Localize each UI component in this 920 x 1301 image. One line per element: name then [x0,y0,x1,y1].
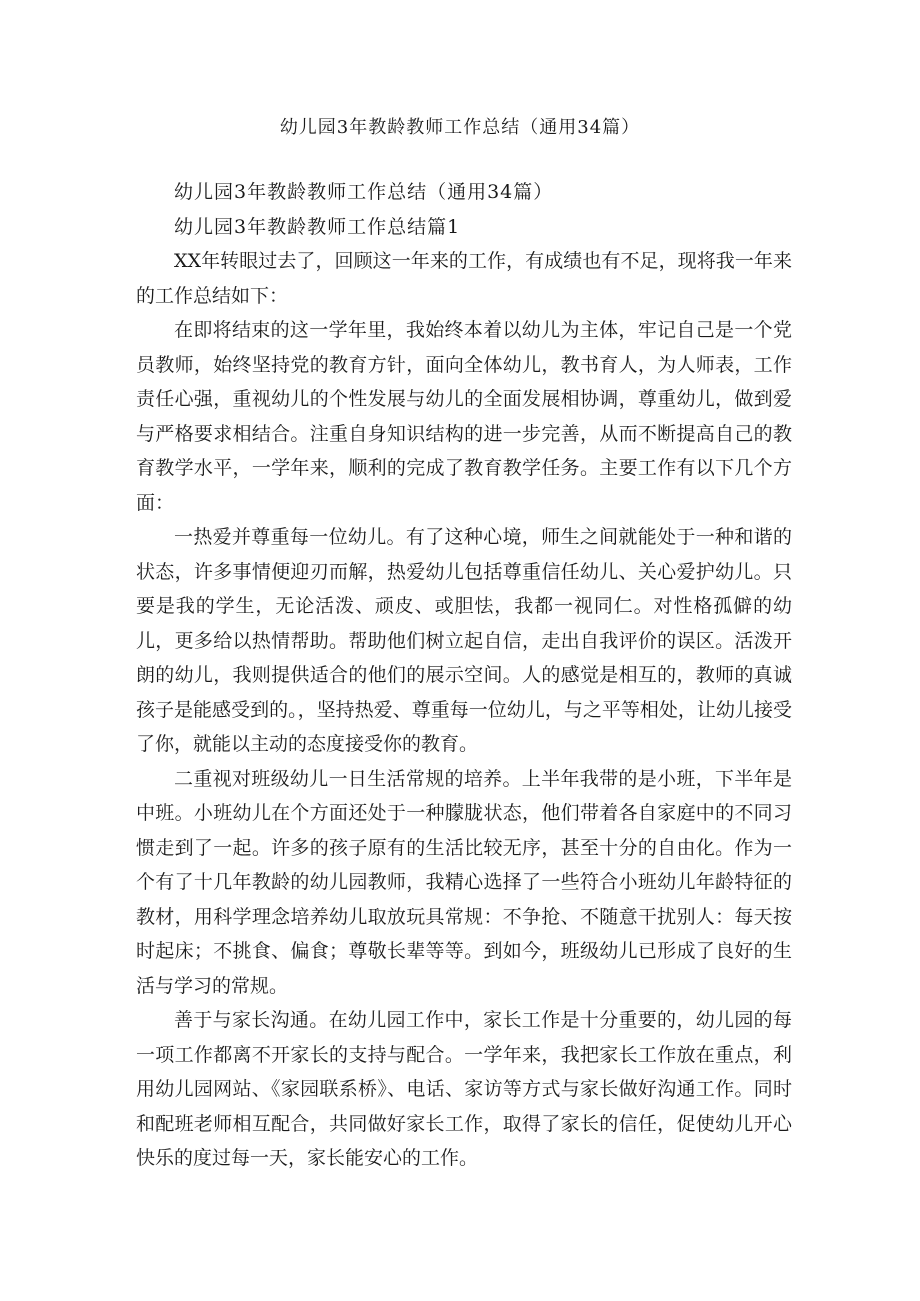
paragraph-point-one: 一热爱并尊重每一位幼儿。有了这种心境，师生之间就能处于一种和谐的状态，许多事情便迎刃而解，热爱幼儿包括尊重信任幼儿、关心爱护幼儿。只要是我的学生，无论活泼、顽皮、或胆怯，我都一视同仁。对性格孤僻的幼儿，更多给以热情帮助。帮助他们树立起自信，走出自我评价的误区。活泼开朗的幼儿，我则提供适合的他们的展示空间。人的感觉是相互的，教师的真诚孩子是能感受到的。，坚持热爱、尊重每一位幼儿，与之平等相处，让幼儿接受了你，就能以主动的态度接受你的教育。 [136,526,792,755]
section-heading: 幼儿园3年教龄教师工作总结篇1 [174,215,461,238]
document-subtitle: 幼儿园3年教龄教师工作总结（通用34篇） [174,181,554,203]
document-title: 幼儿园3年教龄教师工作总结（通用34篇） [279,117,641,138]
paragraph-intro: XX年转眼过去了，回顾这一年来的工作，有成绩也有不足，现将我一年来的工作总结如下： [136,250,792,307]
paragraph-parents: 善于与家长沟通。在幼儿园工作中，家长工作是十分重要的，幼儿园的每一项工作都离不开家长的支持与配合。一学年来，我把家长工作放在重点，利用幼儿园网站、《家园联系桥》、电话、家访等方式与家长做好沟通工作。同时和配班老师相互配合，共同做好家长工作，取得了家长的信任，促使幼儿开心快乐的度过每一天，家长能安心的工作。 [136,1009,792,1169]
paragraph-overview: 在即将结束的这一学年里，我始终本着以幼儿为主体，牢记自己是一个党员教师，始终坚持党的教育方针，面向全体幼儿，教书育人，为人师表，工作责任心强，重视幼儿的个性发展与幼儿的全面发展相协调，尊重幼儿，做到爱与严格要求相结合。注重自身知识结构的进一步完善，从而不断提高自己的教育教学水平，一学年来，顺利的完成了教育教学任务。主要工作有以下几个方面： [136,319,792,514]
document-body [136,175,792,1176]
paragraph-point-two: 二重视对班级幼儿一日生活常规的培养。上半年我带的是小班，下半年是中班。小班幼儿在个方面还处于一种朦胧状态，他们带着各自家庭中的不同习惯走到了一起。许多的孩子原有的生活比较无序，甚至十分的自由化。作为一个有了十几年教龄的幼儿园教师，我精心选择了一些符合小班幼儿年龄特征的教材，用科学理念培养幼儿取放玩具常规：不争抢、不随意干扰别人：每天按时起床；不挑食、偏食；尊敬长辈等等。到如今，班级幼儿已形成了良好的生活与学习的常规。 [136,767,792,997]
